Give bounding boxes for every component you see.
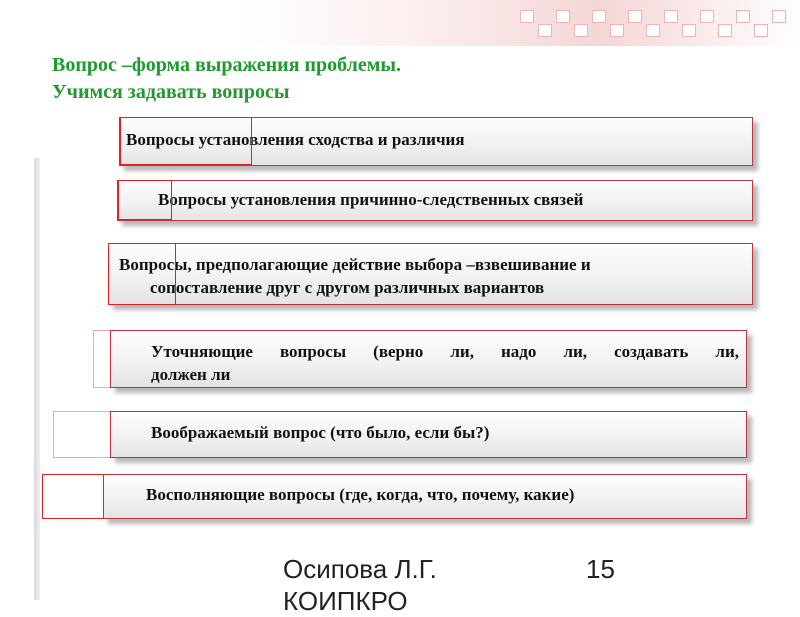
slide-title	[52, 52, 401, 106]
question-type-box-clarifying	[110, 330, 747, 388]
question-type-text: Воображаемый вопрос (что было, если бы?)	[151, 423, 490, 442]
question-type-box-supplementary	[103, 474, 747, 519]
box-tab-marker	[42, 474, 106, 519]
decor-square	[718, 24, 732, 37]
decor-square	[772, 10, 786, 23]
decor-square	[628, 10, 642, 23]
page-number: 15	[586, 554, 615, 584]
question-type-box-imaginary	[110, 411, 747, 458]
question-type-text	[119, 253, 591, 299]
question-type-text: Восполняющие вопросы (где, когда, что, почему, какие)	[146, 485, 575, 504]
decor-square	[592, 10, 606, 23]
decor-square	[610, 24, 624, 37]
decor-square	[736, 10, 750, 23]
decor-square	[646, 24, 660, 37]
question-type-text	[151, 340, 739, 386]
question-type-text: Вопросы установления сходства и различия	[126, 130, 465, 149]
decor-square	[538, 24, 552, 37]
question-type-box-choice	[108, 243, 753, 305]
question-type-text-line-2: должен ли	[151, 365, 231, 384]
box-tab-marker	[118, 180, 172, 220]
decor-square	[574, 24, 588, 37]
decor-square	[520, 10, 534, 23]
decor-square	[700, 10, 714, 23]
question-type-text-line-1: Вопросы, предполагающие действие выбора –взвешивание и	[119, 255, 591, 274]
decor-square	[556, 10, 570, 23]
question-type-text-line-2: сопоставление друг с другом различных вариантов	[150, 278, 545, 297]
question-type-text-line-1: Уточняющие вопросы (верно ли, надо ли, создавать ли,	[151, 342, 739, 361]
question-type-text: Вопросы установления причинно-следственных связей	[158, 190, 584, 209]
box-tab-marker	[120, 117, 252, 165]
decor-square	[754, 24, 768, 37]
box-tab-marker	[108, 243, 176, 305]
left-decor-bar	[34, 158, 40, 600]
decor-square	[664, 10, 678, 23]
decor-square	[682, 24, 696, 37]
footer-author: Осипова Л.Г. КОИПКРО	[283, 554, 437, 616]
slide-title-line-2: Учимся задавать вопросы	[52, 81, 290, 103]
question-type-box-causal	[117, 180, 753, 221]
slide-title-line-1: Вопрос –форма выражения проблемы.	[52, 54, 402, 76]
box-tab-marker	[53, 411, 113, 458]
header-gradient-bar	[0, 0, 800, 46]
